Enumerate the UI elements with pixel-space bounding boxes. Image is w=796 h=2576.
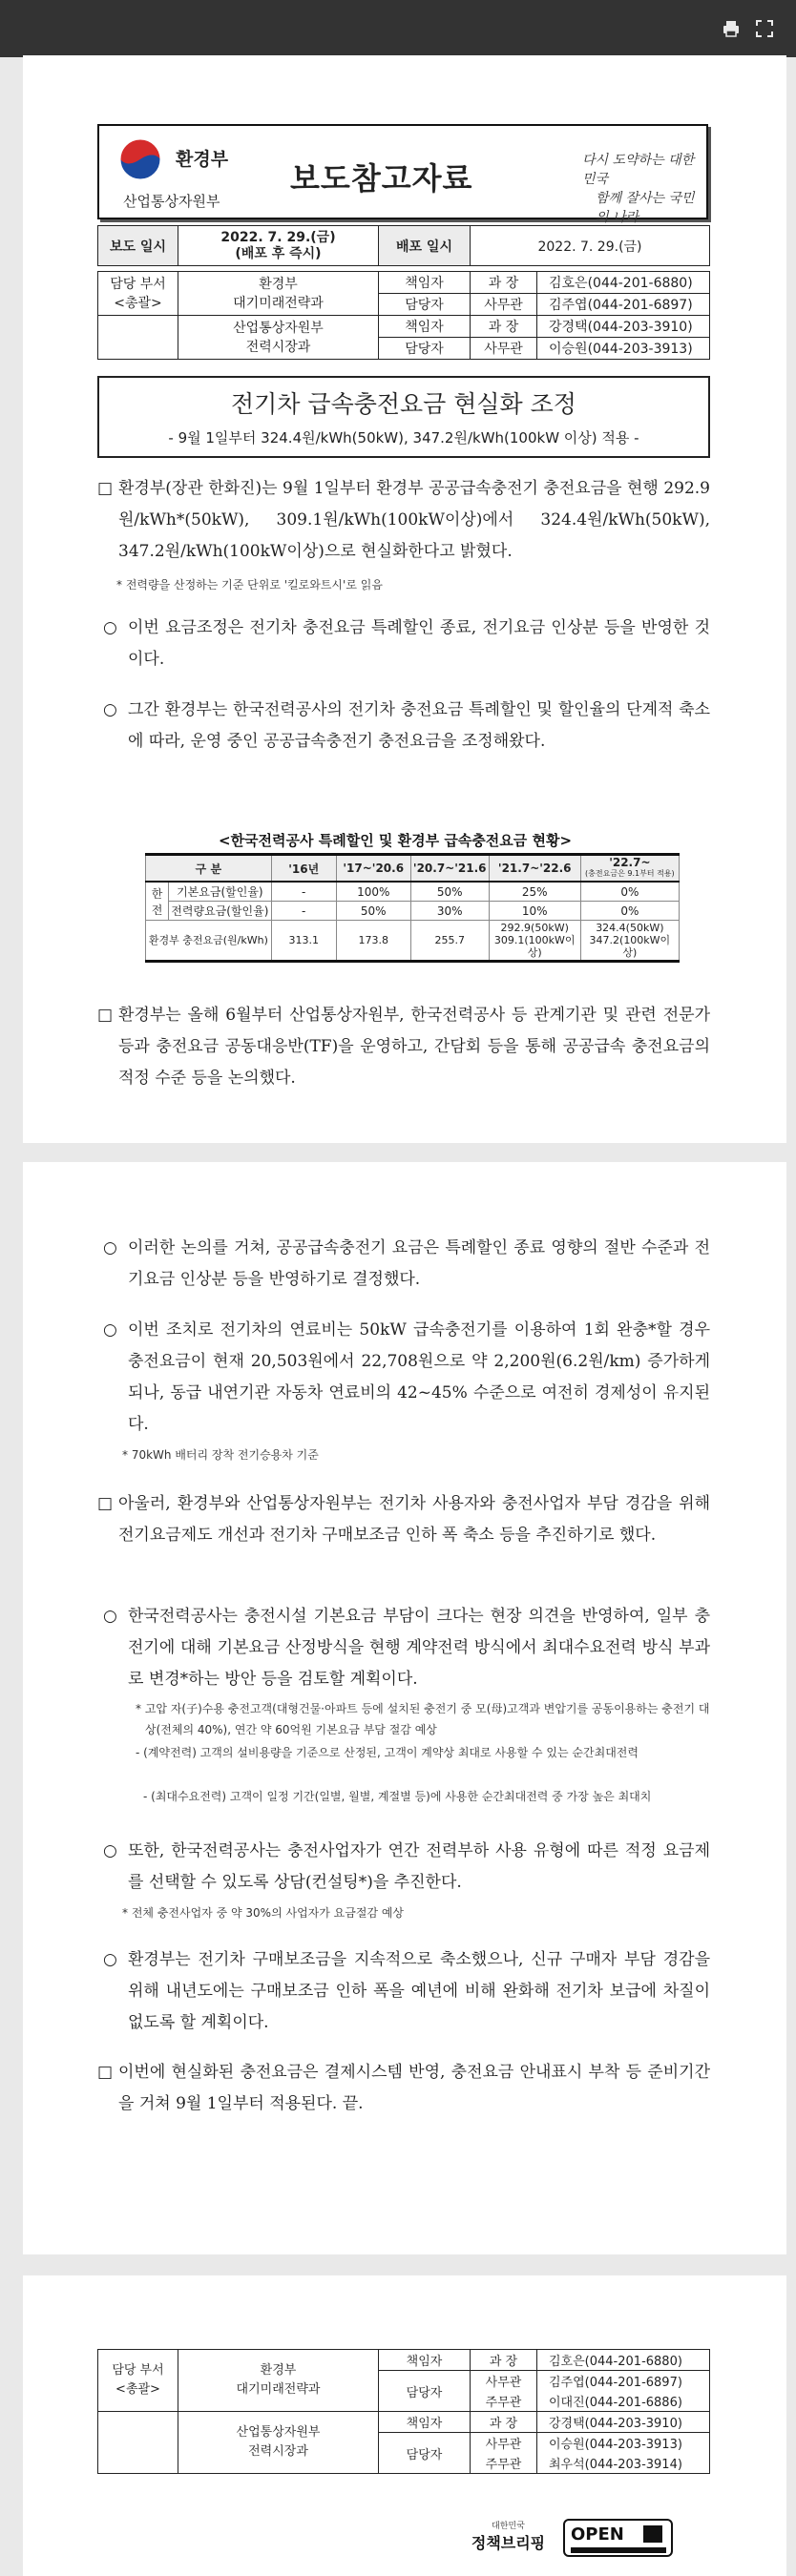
paragraph-10: ○ 환경부는 전기차 구매보조금을 지속적으로 축소했으나, 신규 구매자 부담 경감을 위해 내년도에는 구매보조금 인하 폭을 예년에 비해 완화해 전기차 보급에 차질이 없도록 할 계획이다. [103,1950,710,2032]
dist-label: 배포 일시 [379,226,471,266]
contacts-table: 담당 부서 <총괄> 환경부 대기미래전략과 책임자 과 장 김호은(044-201-6880) 담당자 사무관 김주엽(044-201-6897) 산업통상자원부 전력시장과 책임자 과 장 강경택(044-203-3910) 담당자 사무관 이승원(044-203-3913) [97,271,710,360]
press-header [97,124,708,225]
dept-org1: 환경부 대기미래전략과 [178,272,379,316]
release-date: 2022. 7. 29.(금) (배포 후 즉시) [178,226,379,266]
paragraph-7: □ 아울러, 환경부와 산업통상자원부는 전기차 사용자와 충전사업자 부담 경감을 위해 전기요금제도 개선과 전기차 구매보조금 인하 폭 축소 등을 추진하기로 했다. [97,1494,710,1545]
subject-title: 전기차 급속충전요금 현실화 조정 [231,390,576,418]
table-row: 환경부 충전요금(원/kWh) 313.1 173.8 255.7 292.9(50kW) 309.1(100kW이상) 324.4(50kW) 347.2(100kW이상) [146,921,680,962]
license-person-icon [643,2525,662,2543]
policy-briefing-logo: 대한민국 정책브리핑 [471,2522,546,2552]
note-5: - (최대수요전력) 고객이 일정 기간(일별, 월별, 계절별 등)에 사용한 순간최대전력 중 가장 높은 최대치 [143,1790,652,1803]
document-page-1 [23,55,786,1143]
note-4: - (계약전력) 고객의 설비용량을 기준으로 산정된, 고객이 계약상 최대로 사용할 수 있는 순간최대전력 [136,1746,639,1759]
paragraph-9: ○ 또한, 한국전력공사는 충전사업자가 연간 전력부하 사용 유형에 따른 적정 요금제를 선택할 수 있도록 상담(컨설팅*)을 추진한다. [103,1841,710,1892]
rate-table: 구 분 '16년 '17~'20.6 '20.7~'21.6 '21.7~'22.6 '22.7~ (충전요금은 9.1부터 적용) 한전 기본요금(할인율) - 100% 50% 25% 0% 전력량요금(할인율) - 50% 30% 10% 0% 환경부 충전요금(원/kWh) 313.1 173.8 255.7 292.9(50kW) 309.1(100kW이상) 324.4(50kW) 347.2(100kW이상) [145,853,680,963]
rate-table-title: <한국전력공사 특례할인 및 환경부 급속충전요금 현황> [219,832,573,849]
paragraph-6: ○ 이번 조치로 전기차의 연료비는 50kW 급속충전기를 이용하여 1회 완충*할 경우 충전요금이 현재 20,503원에서 22,708원으로 약 2,200원(6.2원/km) 증가하게 되나, 동급 내연기관 자동차 연료비의 42~45% 수준으로 여전히 경제성이 유지된다. [103,1320,710,1434]
release-label: 보도 일시 [98,226,178,266]
doc-type-title: 보도참고자료 [290,160,473,197]
note-2: * 70kWh 배터리 장착 전기승용차 기준 [122,1448,319,1462]
paragraph-8: ○ 한국전력공사는 충전시설 기본요금 부담이 크다는 현장 의견을 반영하여, 일부 충전기에 대해 기본요금 산정방식을 현행 계약전력 방식에서 최대수요전력 방식 부과로 변경*하는 방안 등을 검토할 계획이다. [103,1607,710,1689]
slogan: 다시 도약하는 대한민국 함께 잘사는 국민의 나라 [582,153,695,225]
subject-subtitle: - 9월 1일부터 324.4원/kWh(50kW), 347.2원/kWh(100kW 이상) 적용 - [168,429,639,447]
note-3: * 고압 자(子)수용 충전고객(대형건물·아파트 등에 설치된 충전기 중 모(母)고객과 변압기를 공동이용하는 충전기 대상(전체의 40%), 연간 약 60억원 기본요금 부담 절감 예상 [136,1702,710,1736]
rate-table-header-label: 구 분 [146,855,272,883]
paragraph-11: □ 이번에 현실화된 충전요금은 결제시스템 반영, 충전요금 안내표시 부착 등 준비기간을 거쳐 9월 1일부터 적용된다. 끝. [97,2063,710,2113]
table-row: 한전 기본요금(할인율) - 100% 50% 25% 0% [146,882,680,902]
viewer-toolbar [0,0,796,57]
dist-date: 2022. 7. 29.(금) [471,226,710,266]
open-license-logo: OPEN [563,2519,673,2557]
expand-icon[interactable] [753,17,776,40]
paragraph-2: ○ 이번 요금조정은 전기차 충전요금 특례할인 종료, 전기요금 인상분 등을 반영한 것이다. [103,618,710,669]
government-emblem-icon [118,137,162,181]
dept-label-cell: 담당 부서 <총괄> [98,272,178,316]
paragraph-4: □ 환경부는 올해 6월부터 산업통상자원부, 한국전력공사 등 관계기관 및 관련 전문가 등과 충전요금 공동대응반(TF)을 운영하고, 간담회 등을 통해 공공급속 충전요금의 적정 수준 등을 논의했다. [97,1006,710,1088]
footer-logos [463,2517,682,2565]
paragraph-5: ○ 이러한 논의를 거쳐, 공공급속충전기 요금은 특례할인 종료 영향의 절반 수준과 전기요금 인상분 등을 반영하기로 결정했다. [103,1238,710,1289]
subject-box [97,376,710,458]
note-1: * 전력량을 산정하는 기준 단위로 '킬로와트시'로 읽음 [116,578,383,592]
printer-icon[interactable] [720,17,743,40]
paragraph-1: □ 환경부(장관 한화진)는 9월 1일부터 환경부 공공급속충전기 충전요금을 현행 292.9원/kWh*(50kW), 309.1원/kWh(100kW이상)에서 324.4원/kWh(50kW), 347.2원/kWh(100kW이상)으로 현실화한다고 밝혔다. [97,479,710,561]
note-6: * 전체 충전사업자 중 약 30%의 사업자가 요금절감 예상 [122,1906,405,1920]
org-main: 환경부 [176,149,229,170]
release-date-table [97,225,710,266]
paragraph-3: ○ 그간 환경부는 한국전력공사의 전기차 충전요금 특례할인 및 할인율의 단계적 축소에 따라, 운영 중인 공공급속충전기 충전요금을 조정해왔다. [103,700,710,751]
contacts-table-final: 담당 부서 <총괄> 환경부 대기미래전략과 책임자 과 장 김호은(044-201-6880) 담당자 사무관 김주엽(044-201-6897) 주무관 이대진(044-201-6886) 산업통상자원부 전력시장과 책임자 과 장 강경택(044-203-3910) 담당자 사무관 이승원(044-203-3913) 주무관 최우석(044-203-3914) [97,2349,710,2474]
dept-org2: 산업통상자원부 전력시장과 [178,316,379,360]
org-sub: 산업통상자원부 [123,193,220,210]
table-row: 전력량요금(할인율) - 50% 30% 10% 0% [146,902,680,921]
document-page-2 [23,1162,786,2254]
